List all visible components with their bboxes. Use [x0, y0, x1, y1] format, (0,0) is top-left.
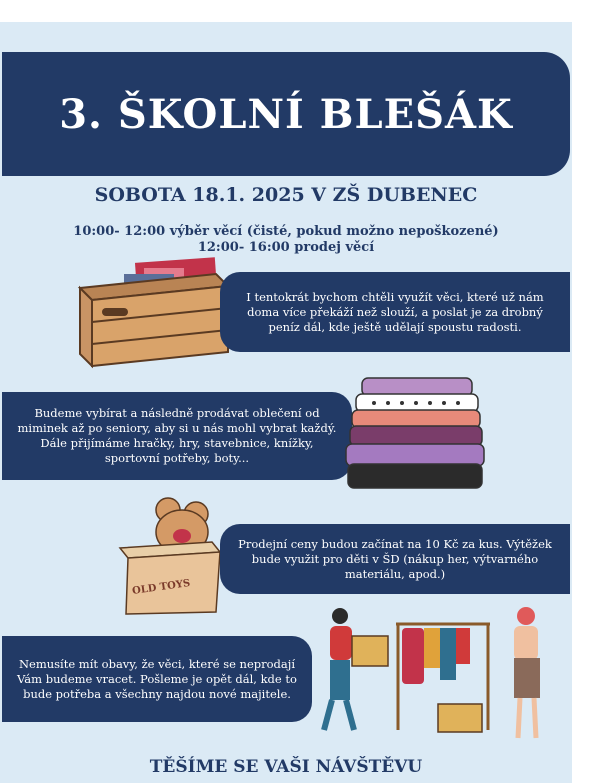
- title-banner: [2, 52, 570, 176]
- clothes-rack-scene-illustration: [318, 600, 558, 750]
- info-block-collection: [2, 392, 352, 480]
- schedule-collect: 10:00- 12:00 výběr věcí (čisté, pokud možno nepoškozené): [73, 224, 499, 239]
- clothes-stack-illustration: [340, 374, 490, 494]
- poster-footer: TĚŠÍME SE VAŠI NÁVŠTĚVU: [149, 757, 423, 777]
- schedule-sale: 12:00- 16:00 prodej věcí: [197, 240, 375, 255]
- info-block-intro-text: I tentokrát bychom chtěli využít věci, které už nám doma více překáží než slouží, a poslat je za drobný peníz dál, kde ještě udělají spoustu radosti.: [246, 289, 544, 334]
- info-block-prices-text: Prodejní ceny budou začínat na 10 Kč za kus. Výtěžek bude využit pro děti v ŠD (nákup her, výtvarného materiálu, apod.): [238, 536, 552, 581]
- info-block-returns: [2, 636, 312, 722]
- toy-box-illustration: [116, 492, 226, 618]
- info-block-returns-text: Nemusíte mít obavy, že věci, které se neprodají Vám budeme vracet. Pošleme je opět dál, kde to bude potřeba a všechny najdou nové majitele.: [17, 656, 297, 701]
- poster-title: 3. ŠKOLNÍ BLEŠÁK: [59, 90, 513, 138]
- info-block-prices: [220, 524, 570, 594]
- info-block-intro: [220, 272, 570, 352]
- toy-box-label: OLD TOYS: [131, 577, 191, 598]
- wooden-crate-illustration: [76, 256, 236, 376]
- info-block-collection-text: Budeme vybírat a následně prodávat oblečení od miminek až po seniory, aby si u nás mohl vybrat každý. Dále přijímáme hračky, hry, stavebnice, knížky, sportovní potřeby, boty...: [17, 406, 337, 465]
- event-date-location: SOBOTA 18.1. 2025 V ZŠ DUBENEC: [94, 184, 478, 206]
